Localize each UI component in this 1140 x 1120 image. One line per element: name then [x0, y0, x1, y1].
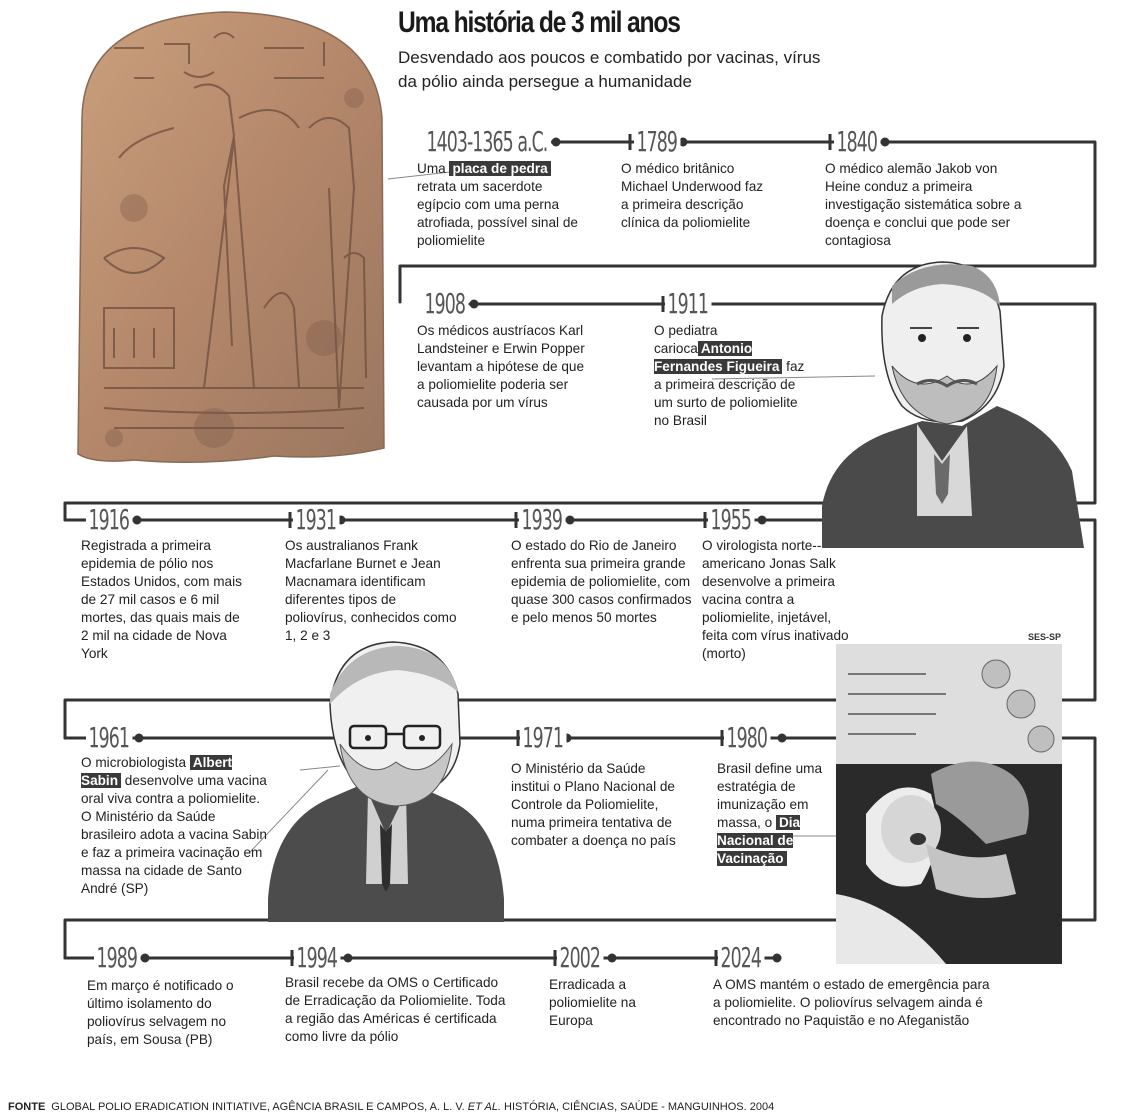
event-1789-text: O médico britânico Michael Underwood faz a primeira descrição clínica da poliomielite — [621, 161, 764, 230]
year-1911: 1911 — [665, 289, 712, 319]
photo-credit: SES-SP — [1028, 632, 1062, 642]
page-title: Uma história de 3 mil anos — [398, 6, 680, 39]
event-1955-text: O virologista norte--americano Jonas Salk desenvolve a primeira vacina contra a poliomielite, injetável, feita com vírus inativado (morto) — [702, 538, 849, 661]
year-1789: 1789 — [634, 127, 681, 157]
year-2002: 2002 — [557, 943, 604, 973]
timeline-dot — [758, 516, 767, 525]
sabin-portrait — [268, 634, 506, 922]
year-1403: 1403-1365 a.C. — [424, 127, 551, 157]
year-1980: 1980 — [724, 723, 771, 753]
event-1403-text: Uma placa de pedra retrata um sacerdote egípcio com uma perna atrofiada, possível sinal de poliomielite — [417, 161, 578, 248]
figueira-portrait — [822, 256, 1084, 548]
timeline-dot — [135, 734, 144, 743]
event-1931-text: Os australianos Frank Macfarlane Burnet e Jean Macnamara identificam diferentes tipos de poliovírus, conhecidos como 1, 2 e 3 — [285, 538, 457, 643]
year-1908: 1908 — [422, 289, 469, 319]
source-label: FONTE — [8, 1101, 46, 1113]
event-1980-text: Brasil define uma estratégia de imunização em massa, o Dia Nacional de Vacinação — [717, 761, 823, 866]
egyptian-stele-image — [74, 8, 390, 472]
year-1916: 1916 — [86, 505, 133, 535]
vaccination-photo — [836, 644, 1062, 964]
timeline-dot — [133, 516, 142, 525]
year-1961: 1961 — [86, 723, 133, 753]
event-2002-text: Erradicada a poliomielite na Europa — [549, 977, 636, 1028]
year-1840: 1840 — [834, 127, 881, 157]
event-1961-text: O microbiologista Albert Sabin desenvolve uma vacina oral viva contra a poliomielite. O Ministério da Saúde brasileiro adota a vacina Sabin e faz a primeira vacinação em massa na cidade de Santo André (SP) — [81, 755, 267, 896]
highlight-antonio-fernandes-figueira: Antonio Fernandes Figueira — [654, 341, 782, 374]
event-1971-text: O Ministério da Saúde institui o Plano Nacional de Controle da Poliomielite, numa primeira tentativa de combater a doença no país — [511, 761, 676, 848]
event-1939-text: O estado do Rio de Janeiro enfrenta sua primeira grande epidemia de poliomielite, com quase 300 casos confirmados e pelo menos 50 mortes — [511, 538, 692, 625]
highlight-placa-de-pedra: placa de pedra — [449, 161, 550, 176]
year-1955: 1955 — [708, 505, 755, 535]
year-1931: 1931 — [293, 505, 340, 535]
timeline-dot — [344, 954, 353, 963]
timeline-dot — [778, 734, 787, 743]
event-2024-text: A OMS mantém o estado de emergência para a poliomielite. O poliovírus selvagem ainda é encontrado no Paquistão e no Afeganistão — [713, 977, 990, 1028]
event-1840-text: O médico alemão Jakob von Heine conduz a primeira investigação sistemática sobre a doença e conclui que pode ser contagiosa — [825, 161, 1022, 248]
event-1908-text: Os médicos austríacos Karl Landsteiner e Erwin Popper levantam a hipótese de que a poliomielite poderia ser causada por um vírus — [417, 323, 585, 410]
timeline-dot — [881, 138, 890, 147]
page-subtitle: Desvendado aos poucos e combatido por vacinas, vírus da pólio ainda persegue a humanidade — [398, 48, 821, 91]
timeline-dot — [470, 300, 479, 309]
event-1994-text: Brasil recebe da OMS o Certificado de Erradicação da Poliomielite. Toda a região das Américas é certificada como livre da pólio — [285, 975, 506, 1044]
year-1939: 1939 — [519, 505, 566, 535]
year-1971: 1971 — [520, 723, 567, 753]
highlight-dia-nacional-de-vacinacao: Dia Nacional de Vacinação — [717, 815, 801, 866]
timeline-dot — [773, 954, 782, 963]
event-1911-text: O pediatra carioca Antonio Fernandes Figueira faz a primeira descrição de um surto de poliomielite no Brasil — [654, 323, 805, 428]
highlight-albert-sabin: Albert Sabin — [81, 755, 233, 788]
timeline-dot — [141, 954, 150, 963]
year-2024: 2024 — [718, 943, 765, 973]
year-1989: 1989 — [94, 943, 141, 973]
source-line: FONTE GLOBAL POLIO ERADICATION INITIATIVE, AGÊNCIA BRASIL E CAMPOS, A. L. V. ET AL. HISTÓRIA, CIÊNCIAS, SAÚDE - MANGUINHOS. 2004 — [8, 1101, 775, 1113]
timeline-dot — [566, 516, 575, 525]
year-1994: 1994 — [294, 943, 341, 973]
timeline-dot — [608, 954, 617, 963]
event-1916-text: Registrada a primeira epidemia de pólio nos Estados Unidos, com mais de 27 mil casos e 6 mil mortes, das quais mais de 2 mil na cidade de Nova York — [81, 538, 242, 661]
timeline-dot — [552, 138, 561, 147]
event-1989-text: Em março é notificado o último isolamento do poliovírus selvagem no país, em Sousa (PB) — [87, 978, 234, 1047]
